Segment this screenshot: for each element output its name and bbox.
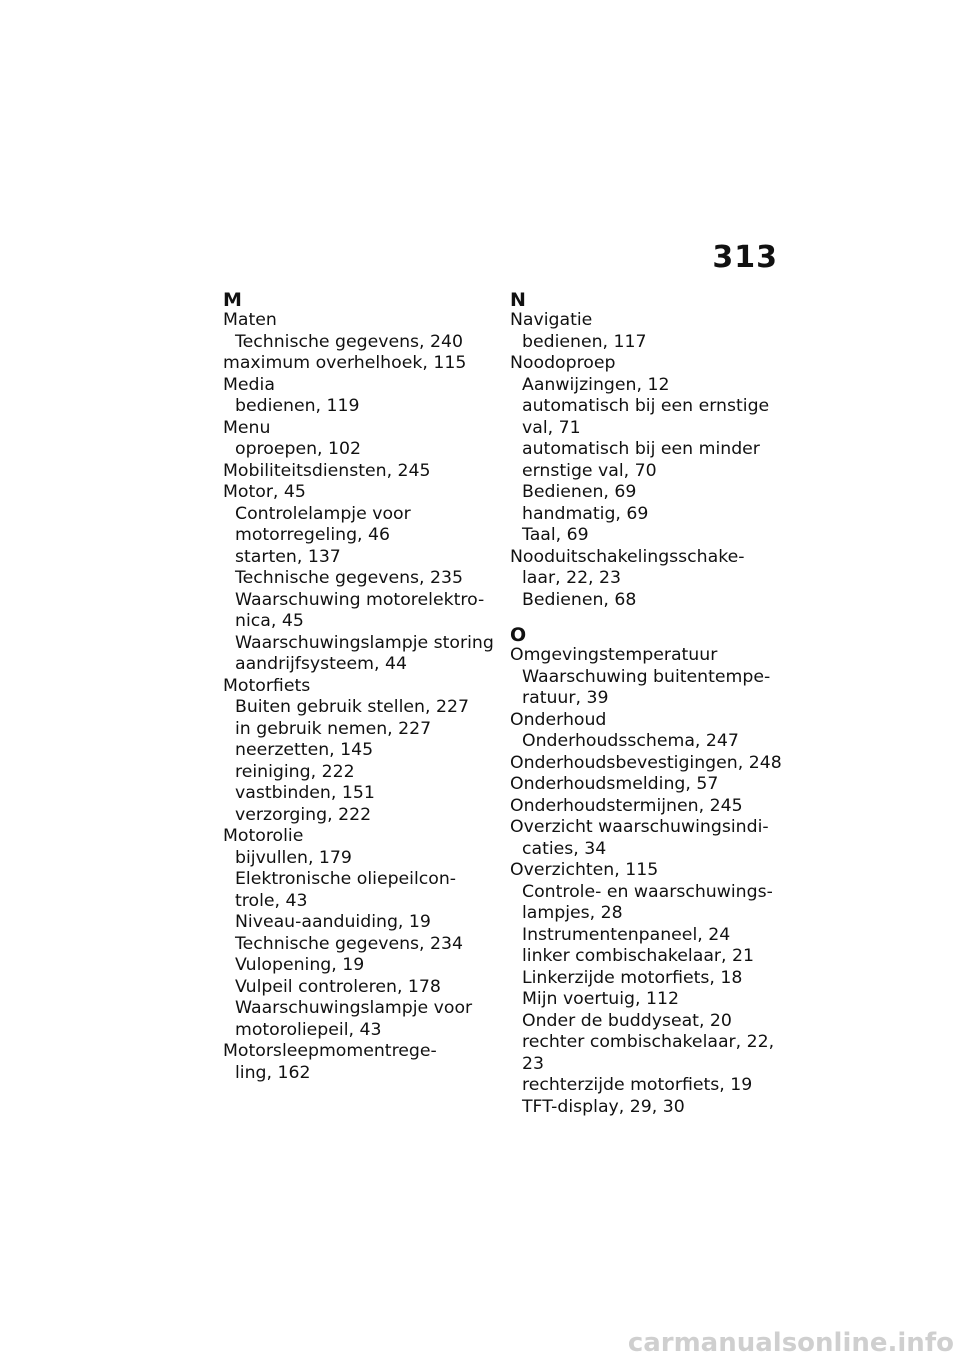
index-subentry: laar, 22, 23 [522,568,622,588]
index-subentry: bedienen, 119 [235,396,360,416]
index-entry: Overzichten, 115 [510,860,659,880]
index-subentry: Waarschuwingslampje voor [235,998,473,1018]
page-number: 313 [712,240,778,275]
index-entry: Motorsleepmomentrege- [223,1041,437,1061]
index-subentry: nica, 45 [235,611,304,631]
index-entry: Motorolie [223,826,304,846]
index-subentry: val, 71 [522,417,581,438]
index-subentry: 23 [522,1053,544,1074]
index-letter-heading: N [510,289,526,311]
index-subentry: vastbinden, 151 [235,783,375,803]
index-entry: Onderhoudsmelding, 57 [510,774,719,794]
index-subentry: Controlelampje voor [235,503,411,524]
index-subentry: bedienen, 117 [522,331,647,352]
index-subentry: verzorging, 222 [235,804,372,825]
index-subentry: lampjes, 28 [522,903,623,923]
index-subentry: starten, 137 [235,546,341,567]
index-subentry: reiniging, 222 [235,761,355,782]
index-entry: Omgevingstemperatuur [510,645,718,665]
index-subentry: Instrumentenpaneel, 24 [522,924,731,945]
index-subentry: rechter combischakelaar, 22, [522,1032,775,1052]
index-subentry: in gebruik nemen, 227 [235,718,432,739]
index-subentry: Bedienen, 69 [522,482,637,502]
index-subentry: handmatig, 69 [522,503,649,524]
index-letter-heading: M [223,289,242,311]
index-entry: Navigatie [510,310,593,330]
index-subentry: caties, 34 [522,838,607,859]
index-subentry: Vulpeil controleren, 178 [235,976,441,997]
index-subentry: Onderhoudsschema, 247 [522,731,739,751]
index-subentry: Buiten gebruik stellen, 227 [235,697,469,717]
index-letter-heading: O [510,624,527,646]
index-subentry: ernstige val, 70 [522,460,657,481]
index-subentry: Aanwijzingen, 12 [522,374,670,395]
watermark: carmanualsonline.info [627,1328,954,1358]
index-subentry: Waarschuwing motorelektro- [235,589,485,610]
index-entry: Overzicht waarschuwingsindi- [510,817,769,837]
index-entry: Onderhoudstermijnen, 245 [510,795,743,816]
index-subentry: Technische gegevens, 240 [235,331,464,352]
index-subentry: ratuur, 39 [522,688,609,708]
index-subentry: oproepen, 102 [235,439,361,459]
index-subentry: ling, 162 [235,1062,311,1083]
index-entry: Menu [223,417,271,438]
index-subentry: TFT-display, 29, 30 [522,1096,685,1117]
index-subentry: Waarschuwingslampje storing [235,632,494,653]
index-entry: Onderhoud [510,709,607,730]
index-subentry: trole, 43 [235,890,308,911]
index-column-right [510,290,785,1118]
index-entry: Mobiliteitsdiensten, 245 [223,460,431,481]
index-subentry: neerzetten, 145 [235,740,374,760]
section-gap [510,611,785,625]
index-entry: Media [223,374,275,395]
index-subentry: Technische gegevens, 234 [235,933,464,954]
index-subentry: motoroliepeil, 43 [235,1019,382,1040]
index-entry: Motorfiets [223,675,311,696]
index-subentry: aandrijfsysteem, 44 [235,654,407,674]
index-subentry: Waarschuwing buitentempe- [522,666,771,687]
index-subentry: Taal, 69 [522,525,589,545]
index-subentry: Bedienen, 68 [522,589,637,610]
index-subentry: Vulopening, 19 [235,955,365,975]
index-column-left [223,290,498,1084]
index-subentry: Onder de buddyseat, 20 [522,1010,732,1031]
index-subentry: Mijn voertuig, 112 [522,989,679,1009]
index-entry: Motor, 45 [223,482,306,502]
index-entry: maximum overhelhoek, 115 [223,353,467,373]
index-subentry: automatisch bij een minder [522,439,760,459]
index-subentry: automatisch bij een ernstige [522,396,770,416]
index-subentry: Elektronische oliepeilcon- [235,869,457,889]
index-entry: Onderhoudsbevestigingen, 248 [510,752,782,773]
index-subentry: Controle- en waarschuwings- [522,881,773,902]
index-subentry: Niveau-aanduiding, 19 [235,912,431,932]
index-entry: Nooduitschakelingsschake- [510,546,745,567]
index-subentry: rechterzijde motorfiets, 19 [522,1075,753,1095]
index-subentry: bijvullen, 179 [235,847,352,868]
index-subentry: Technische gegevens, 235 [235,568,464,588]
index-subentry: Linkerzijde motorfiets, 18 [522,967,743,988]
index-subentry: linker combischakelaar, 21 [522,946,754,966]
index-subentry: motorregeling, 46 [235,525,391,545]
index-entry: Noodoproep [510,353,616,373]
index-entry: Maten [223,310,277,330]
